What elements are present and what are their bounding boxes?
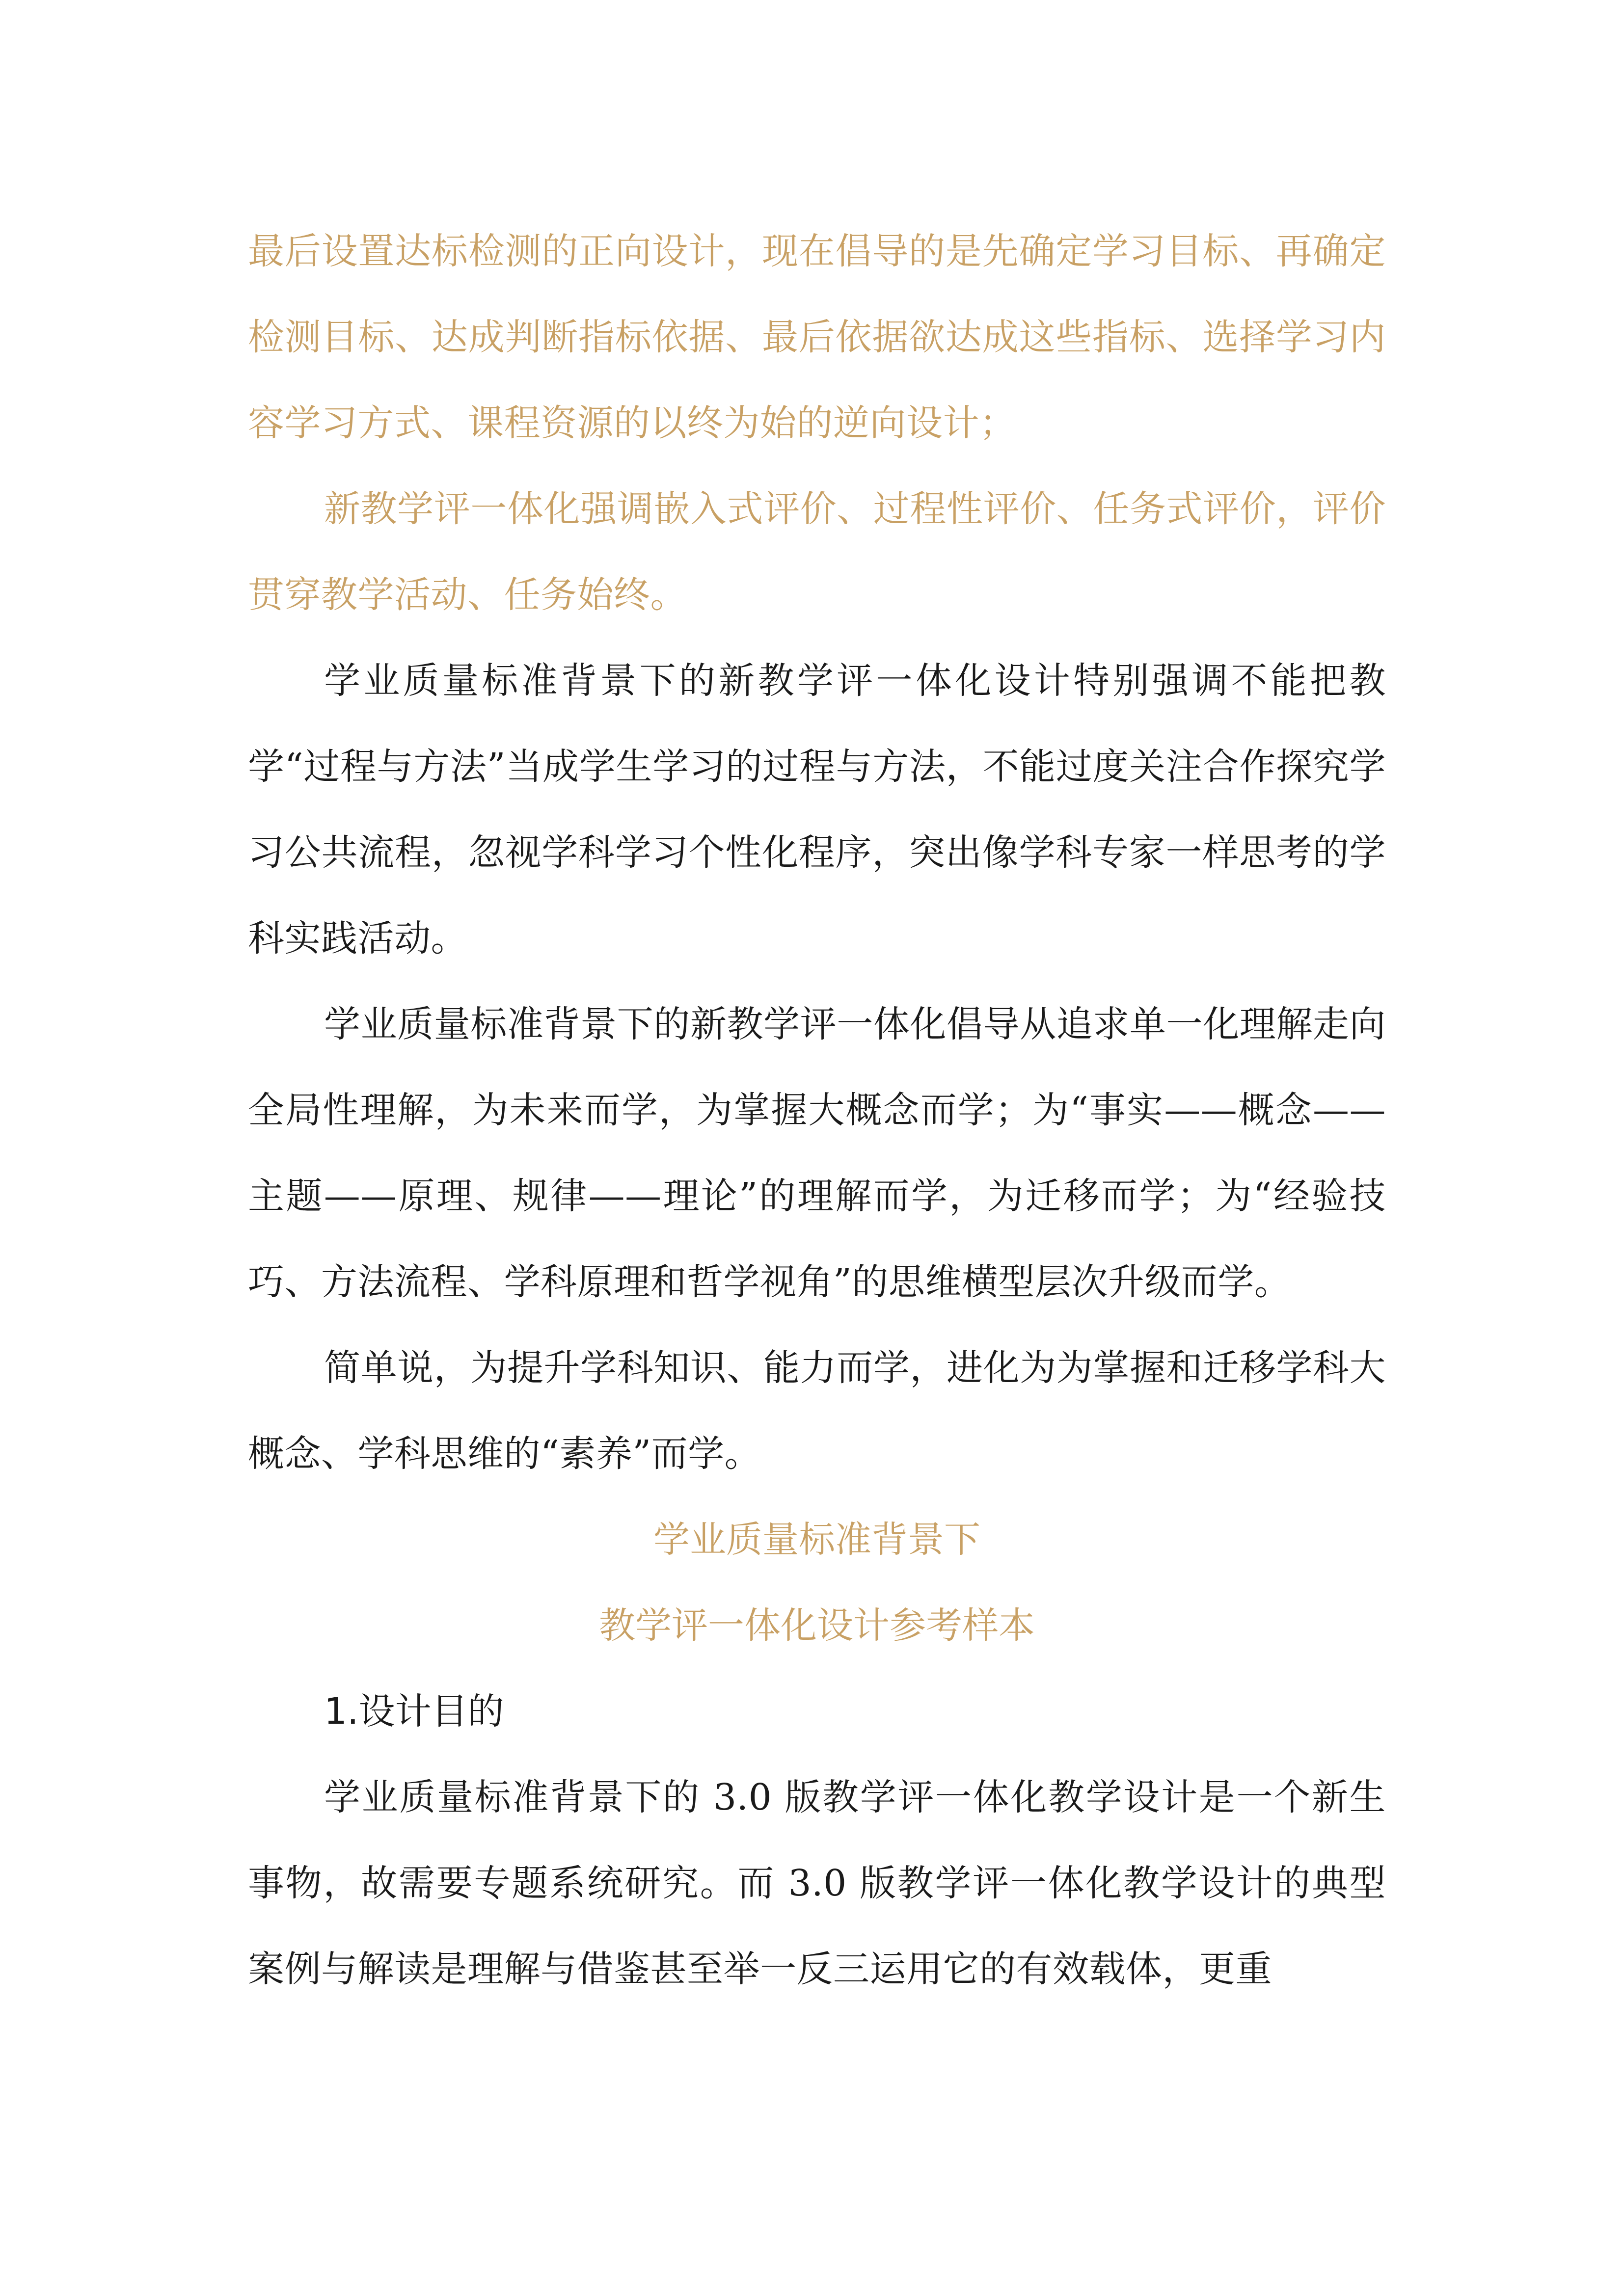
paragraph-process-and-method: 学业质量标准背景下的新教学评一体化设计特别强调不能把教学“过程与方法”当成学生学习的过程与方法，不能过度关注合作探究学习公共流程，忽视学科学习个性化程序，突出像学科专家一样思考的学科实践活动。 <box>248 660 1386 960</box>
paragraph-holistic-understanding: 学业质量标准背景下的新教学评一体化倡导从追求单一化理解走向全局性理解，为未来而学，为掌握大概念而学；为“事实——概念——主题——原理、规律——理论”的理解而学，为迁移而学；为“经验技巧、方法流程、学科原理和哲学视角”的思维横型层次升级而学。 <box>248 1003 1386 1303</box>
paragraph-backward-design: 最后设置达标检测的正向设计，现在倡导的是先确定学习目标、再确定检测目标、达成判断指标依据、最后依据欲达成这些指标、选择学习内容学习方式、课程资源的以终为始的逆向设计； <box>248 230 1386 444</box>
subheading-design-purpose: 1.设计目的 <box>324 1690 504 1733</box>
paragraph-embedded-assessment: 新教学评一体化强调嵌入式评价、过程性评价、任务式评价，评价贯穿教学活动、任务始终。 <box>248 488 1386 616</box>
document-body <box>248 209 1386 2012</box>
paragraph-design-purpose: 学业质量标准背景下的 3.0 版教学评一体化教学设计是一个新生事物，故需要专题系统研究。而 3.0 版教学评一体化教学设计的典型案例与解读是理解与借鉴甚至举一反三运用它的有效载体，更重 <box>248 1776 1386 1990</box>
section-title-line2: 教学评一体化设计参考样本 <box>599 1604 1035 1647</box>
section-title-line1: 学业质量标准背景下 <box>653 1519 980 1561</box>
paragraph-summary: 简单说，为提升学科知识、能力而学，进化为为掌握和迁移学科大概念、学科思维的“素养”而学。 <box>248 1347 1386 1475</box>
